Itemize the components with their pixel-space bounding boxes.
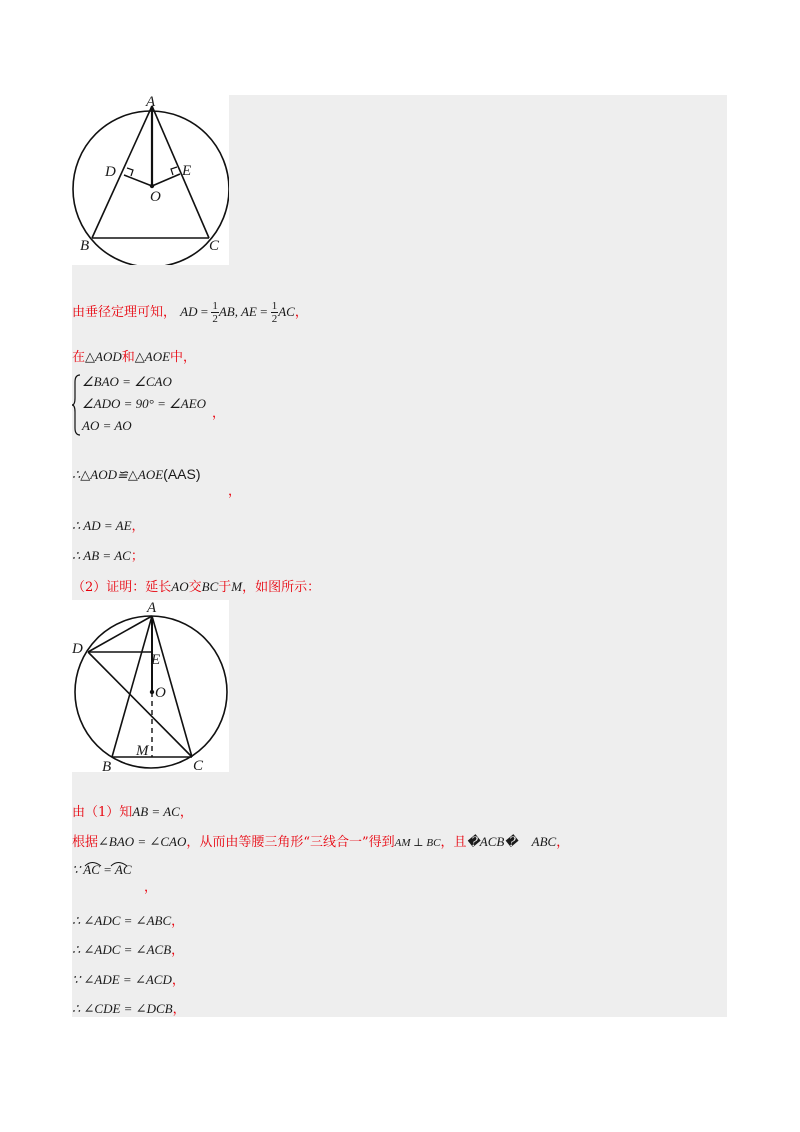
line-adc-eq-acb: ∴ ∠ADC = ∠ACB， (72, 942, 185, 958)
line-ade-eq-acd: ∵ ∠ADE = ∠ACD， (72, 972, 185, 988)
line-cde-eq-dcb: ∴ ∠CDE = ∠DCB， (72, 1001, 186, 1017)
label-b: B (102, 759, 112, 772)
label-o: O (155, 685, 166, 701)
line-ad-eq-ae: ∴ AD = AE， (72, 518, 145, 534)
brace-row-3: AO = AO (82, 418, 132, 433)
label-m: M (136, 743, 149, 759)
line-arc-equal: ∵ AC = AC (72, 862, 132, 878)
label-e: E (151, 652, 161, 668)
brace-row-2: ∠ADO = 90° = ∠AEO (82, 396, 207, 411)
label-a: A (147, 600, 157, 616)
fraction-half-1: $\frac{1}{2}$ (212, 300, 218, 325)
label-a: A (146, 95, 156, 110)
label-e: E (182, 163, 192, 179)
label-c: C (209, 238, 220, 254)
label-d: D (72, 641, 83, 657)
figure-circle-triangle-1 (72, 95, 229, 265)
brace-row-1: ∠BAO = ∠CAO (82, 374, 172, 389)
label-b: B (80, 238, 90, 254)
line-adc-eq-abc: ∴ ∠ADC = ∠ABC， (72, 913, 185, 929)
fraction-half-2: $\frac{1}{2}$ (271, 300, 278, 325)
line-congruent: ∴△AOD≌△AOE(AAS) (72, 466, 201, 482)
arc-icon (83, 859, 131, 867)
label-d: D (105, 164, 116, 180)
label-c: C (193, 758, 204, 772)
line-three-lines-in-one: 根据∠BAO = ∠CAO，从而由等腰三角形“三线合一”得到AM ⊥ BC，且�ACB� ABC， (72, 834, 570, 850)
line-ab-eq-ac: ∴ AB = AC； (72, 548, 144, 564)
line-perpendicular-chord: 由垂径定理可知， AD = $\frac{1}{2}$ AB, AE = $\frac{1}{2}$ AC， (72, 300, 308, 325)
line-from-part1: 由（1）知AB = AC， (72, 804, 193, 820)
line-part2-proof: （2）证明：延长AO交BC于M，如图所示： (72, 579, 321, 595)
left-brace-icon (72, 374, 82, 436)
label-o: O (150, 189, 161, 205)
line-triangles: 在△AOD和△AOE中， (72, 349, 197, 365)
figure-circle-triangle-2 (72, 600, 229, 772)
